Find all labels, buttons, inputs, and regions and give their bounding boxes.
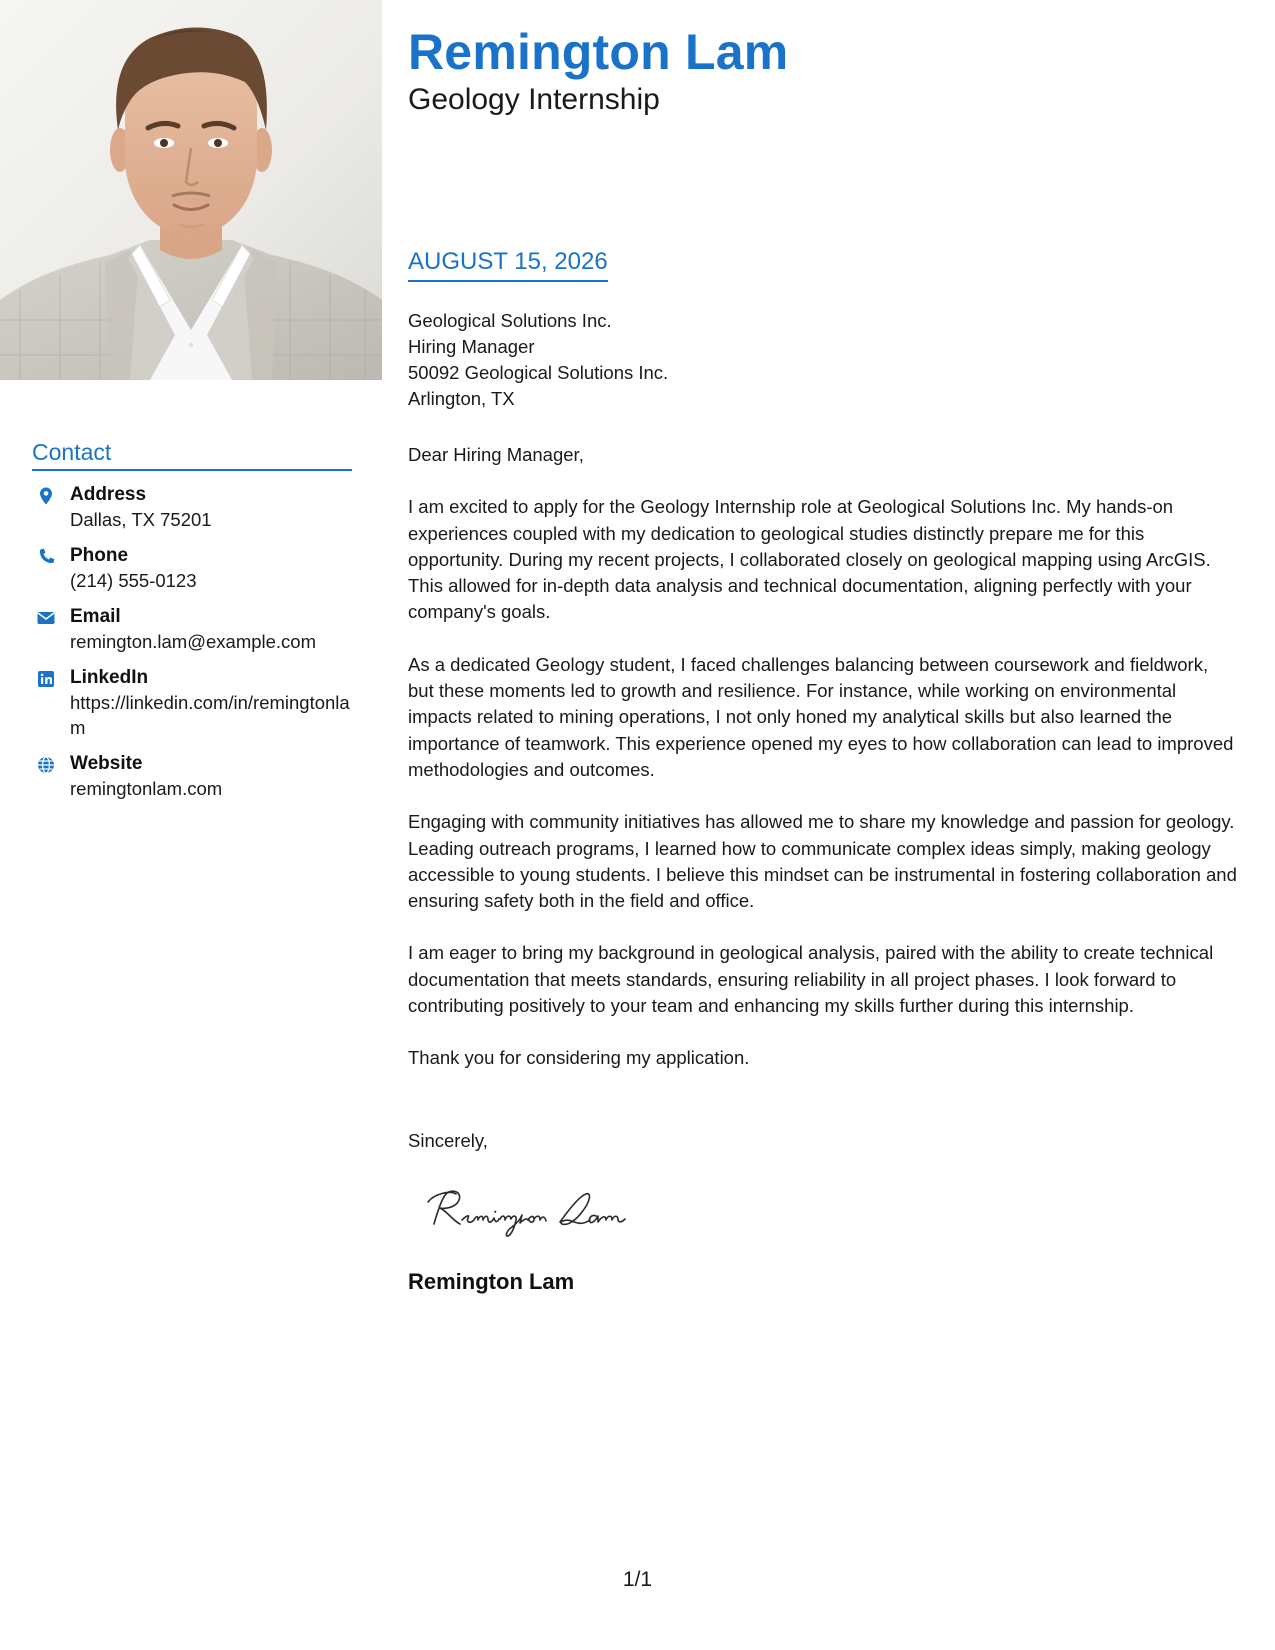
recipient-block [408,308,668,412]
contact-item-email [32,605,352,654]
recipient-street: 50092 Geological Solutions Inc. [408,362,669,383]
profile-photo [0,0,382,380]
contact-item-address [32,483,352,532]
address-value: Dallas, TX 75201 [70,509,212,530]
letter-date: AUGUST 15, 2026 [408,246,608,282]
linkedin-value[interactable]: https://linkedin.com/in/remingtonlam [70,692,350,738]
contact-item-linkedin [32,666,352,740]
letter-paragraph: I am eager to bring my background in geological analysis, paired with the ability to create technical documentation that meets standards, ensuring reliability in all project phases. I look forward to contributing positively to your team and enhancing my skills further during this internship. [408,942,1214,1017]
recipient-city: Arlington, TX [408,388,515,409]
address-label: Address [70,484,147,505]
signer-name: Remington Lam [408,1269,575,1294]
globe-icon [36,755,56,775]
email-value[interactable]: remington.lam@example.com [70,631,317,652]
job-title: Geology Internship [408,83,660,116]
recipient-company: Geological Solutions Inc. [408,310,612,331]
letter-paragraph: I am excited to apply for the Geology Internship role at Geological Solutions Inc. My hands-on experiences coupled with my dedication to geological studies distinctly prepare me for this opportunity. During my recent projects, I collaborated closely on geological mapping using ArcGIS. This allowed for in-depth data analysis and technical documentation, aligning perfectly with your company's goals. [408,496,1211,623]
contact-item-phone [32,544,352,593]
letter-paragraph: Engaging with community initiatives has allowed me to share my knowledge and passion for geology. Leading outreach programs, I learned how to communicate complex ideas simply, making geology accessible to young students. I believe this mindset can be instrumental in fostering collaboration and ensuring safety both in the field and office. [408,811,1237,912]
letter-paragraph: As a dedicated Geology student, I faced challenges balancing between coursework and fieldwork, but these moments led to growth and resilience. For instance, while working on environmental impacts related to mining operations, I not only honed my analytical skills but also learned the importance of teamwork. This experience opened my eyes to how collaboration can lead to improved methodologies and outcomes. [408,653,1234,780]
linkedin-label: LinkedIn [70,667,149,688]
recipient-title: Hiring Manager [408,336,535,357]
linkedin-icon [36,669,56,689]
header [408,22,1238,118]
envelope-icon [36,608,56,628]
phone-label: Phone [70,545,129,566]
salutation: Dear Hiring Manager, [408,444,584,465]
handwritten-signature [420,1182,660,1242]
email-label: Email [70,606,121,627]
closing: Sincerely, [408,1130,488,1151]
website-label: Website [70,753,143,774]
location-pin-icon [36,486,56,506]
page-number: 1/1 [622,1568,653,1591]
letter-body [408,442,1238,1098]
letter-paragraph: Thank you for considering my application. [408,1047,750,1069]
contact-item-website [32,752,352,801]
contact-heading: Contact [32,437,352,471]
applicant-name: Remington Lam [408,24,789,80]
website-value[interactable]: remingtonlam.com [70,778,223,799]
phone-icon [36,547,56,567]
phone-value: (214) 555-0123 [70,570,197,591]
contact-section [32,437,352,813]
